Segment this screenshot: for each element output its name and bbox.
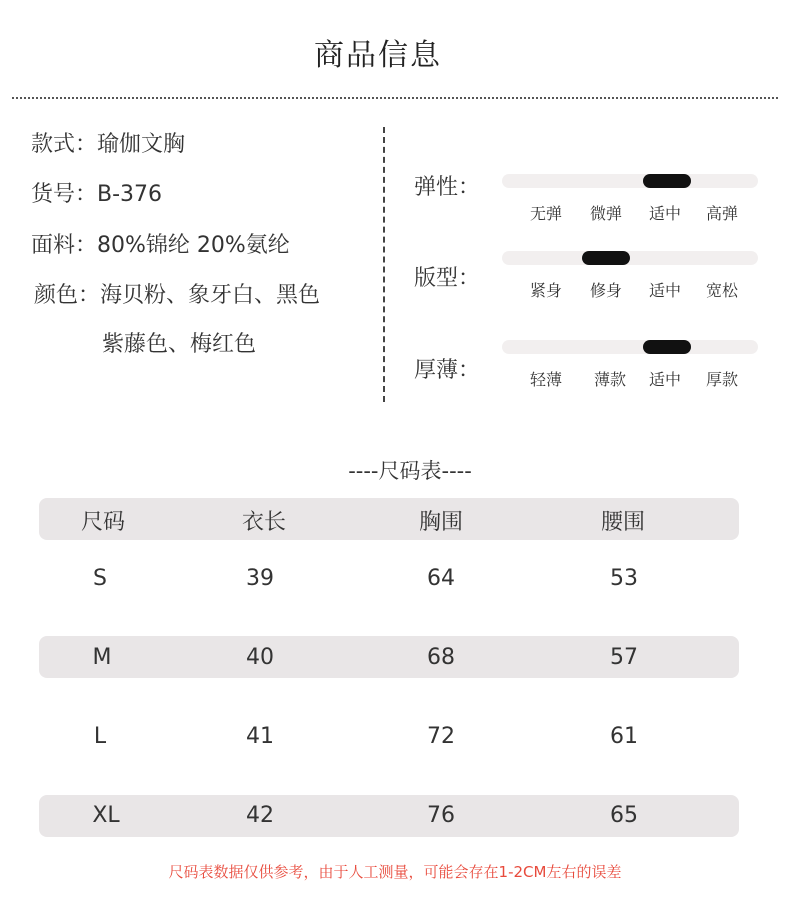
fit-option: 适中 xyxy=(648,281,681,300)
table-cell: S xyxy=(93,566,107,591)
size-disclaimer: 尺码表数据仅供参考，由于人工测量，可能会存在1-2CM左右的误差 xyxy=(168,863,622,881)
thickness-scale xyxy=(502,340,758,354)
header-waist: 腰围 xyxy=(600,510,645,535)
info-label: 颜色： xyxy=(34,283,101,308)
title-divider xyxy=(12,97,778,99)
table-cell: 42 xyxy=(246,803,274,828)
info-value: 瑜伽文胸 xyxy=(97,132,186,157)
elasticity-option: 无弹 xyxy=(529,204,562,223)
table-cell: 64 xyxy=(427,566,455,591)
attr-fit-label: 版型： xyxy=(414,266,481,291)
header-length: 衣长 xyxy=(241,510,286,535)
page-title: 商品信息 xyxy=(314,38,442,73)
header-bust: 胸围 xyxy=(418,510,463,535)
fit-scale xyxy=(502,251,758,265)
thickness-option: 薄款 xyxy=(593,370,626,389)
table-cell: 72 xyxy=(427,724,455,749)
size-table-title: ----尺码表---- xyxy=(348,459,472,483)
info-value: 紫藤色、梅红色 xyxy=(102,332,257,357)
fit-option: 修身 xyxy=(589,281,622,300)
table-cell: 65 xyxy=(610,803,638,828)
fit-option: 紧身 xyxy=(529,281,562,300)
table-cell: 61 xyxy=(610,724,638,749)
info-fabric xyxy=(31,228,290,259)
table-cell: 53 xyxy=(610,566,638,591)
info-label: 货号： xyxy=(31,182,98,207)
table-cell: M xyxy=(92,645,112,670)
elasticity-indicator xyxy=(643,174,691,188)
table-cell: 39 xyxy=(246,566,274,591)
vertical-divider xyxy=(383,127,385,402)
table-cell: 68 xyxy=(427,645,455,670)
info-label: 面料： xyxy=(31,233,98,258)
info-value: 海贝粉、象牙白、黑色 xyxy=(100,283,321,308)
info-value: 80%锦纶 20%氨纶 xyxy=(97,233,290,258)
attr-thickness-label: 厚薄： xyxy=(414,358,481,383)
thickness-option: 适中 xyxy=(648,370,681,389)
info-style xyxy=(31,127,185,158)
table-cell: L xyxy=(93,724,107,749)
table-cell: 41 xyxy=(246,724,274,749)
table-cell: 76 xyxy=(427,803,455,828)
info-value: B-376 xyxy=(97,182,163,207)
thickness-option: 轻薄 xyxy=(529,370,562,389)
attr-elasticity-label: 弹性： xyxy=(414,175,481,200)
table-cell: 57 xyxy=(610,645,638,670)
info-color-continued xyxy=(102,327,256,358)
fit-option: 宽松 xyxy=(705,281,738,300)
info-color xyxy=(34,278,320,309)
header-size: 尺码 xyxy=(80,510,125,535)
table-cell: 40 xyxy=(246,645,274,670)
fit-indicator xyxy=(582,251,630,265)
elasticity-option: 适中 xyxy=(648,204,681,223)
elasticity-option: 微弹 xyxy=(589,204,622,223)
elasticity-scale xyxy=(502,174,758,188)
thickness-option: 厚款 xyxy=(705,370,738,389)
elasticity-option: 高弹 xyxy=(705,204,738,223)
info-item-no xyxy=(31,177,162,208)
info-label: 款式： xyxy=(31,132,98,157)
thickness-indicator xyxy=(643,340,691,354)
table-cell: XL xyxy=(92,803,120,828)
